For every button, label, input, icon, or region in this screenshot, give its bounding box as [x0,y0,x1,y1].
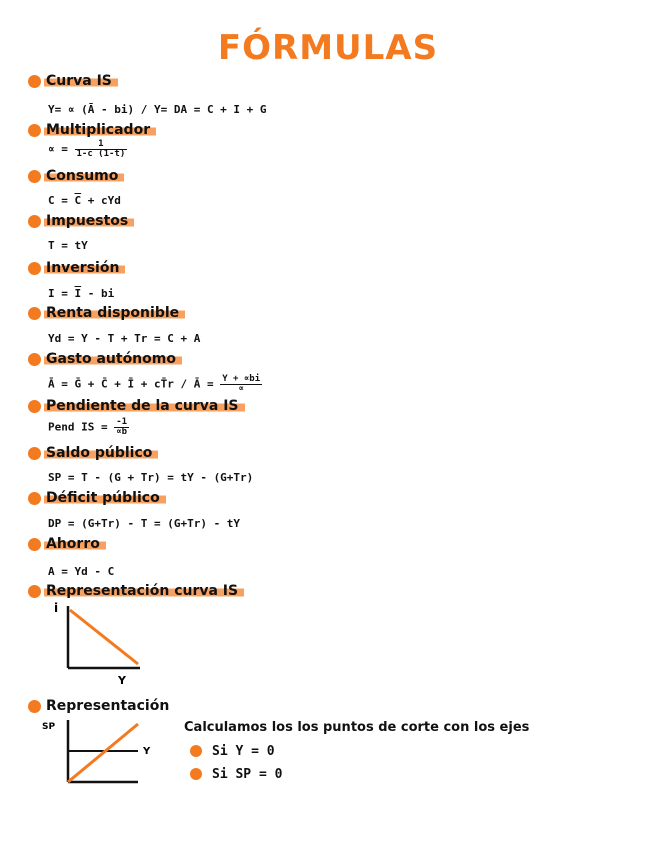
formula-part: $\overline{I}$ [74,287,82,300]
section-heading: Renta disponible [44,305,185,321]
formula-gasto-autonomo [48,375,262,394]
section-heading: Gasto autónomo [44,351,182,367]
fraction-denominator: ∝ [238,384,244,394]
formula-lhs: ∝ = [48,142,68,156]
fraction [75,140,128,159]
formula-inversion [48,287,114,300]
note-item: Si Y = 0 [212,744,275,759]
section-heading: Saldo público [44,445,158,461]
fraction-numerator: Y + ∝bi [222,374,261,384]
section-heading: Déficit público [44,490,166,506]
bullet-icon [190,768,202,780]
section-heading: Multiplicador [44,122,156,138]
section-heading: Impuestos [44,213,134,229]
formula-part: - bi [81,287,115,300]
formula-part: + cYd [81,194,121,207]
sp-graph [40,716,170,796]
formula-part: Ā = Ḡ + C̄ + Ī + cT̄r / Ā = [48,377,221,391]
fraction-denominator: 1-c (1-t) [76,149,126,159]
bullet-icon [28,170,41,183]
formula-part: $\overline{C}$ [74,194,82,207]
bullet-icon [28,215,41,228]
formula-part: I = [48,287,75,300]
bullet-icon [28,538,41,551]
section-heading: Ahorro [44,536,106,552]
section-heading: Representación curva IS [44,583,244,599]
formula-deficit-publico: DP = (G+Tr) - T = (G+Tr) - tY [48,517,241,530]
section-heading: Consumo [44,168,124,184]
sp-line [68,724,138,782]
bullet-icon [28,262,41,275]
bullet-icon [28,75,41,88]
bullet-icon [28,353,41,366]
formula-multiplicador [48,140,127,159]
graph-y-label: SP [42,722,56,732]
formula-lhs: Pend IS = [48,420,108,434]
fraction [114,418,129,437]
fraction-numerator: 1 [75,140,128,150]
bullet-icon [190,745,202,757]
formula-pendiente [48,418,129,437]
section-heading: Curva IS [44,73,118,89]
section-heading: Representación [46,698,170,714]
formula-curva-is: Y= ∝ (Ā - bi) / Y= DA = C + I + G [48,103,267,116]
bullet-icon [28,585,41,598]
bullet-icon [28,307,41,320]
graph-x-label: Y [118,674,126,687]
fraction [220,375,262,394]
is-curve-graph [40,598,160,688]
section-heading: Inversión [44,260,125,276]
formula-ahorro: A = Yd - C [48,565,115,578]
page-title: FÓRMULAS [217,28,439,68]
bullet-icon [28,447,41,460]
formula-renta-disponible: Yd = Y - T + Tr = C + A [48,332,201,345]
fraction-numerator: -1 [116,417,128,427]
formula-saldo-publico: SP = T - (G + Tr) = tY - (G+Tr) [48,471,254,484]
note-item: Si SP = 0 [212,767,283,782]
bullet-icon [28,700,41,713]
formula-consumo [48,194,121,207]
section-heading: Pendiente de la curva IS [44,398,245,414]
graph-y-label: i [54,601,59,615]
formula-impuestos: T = tY [48,239,88,252]
formula-part: C = [48,194,75,207]
note-text: Calculamos los los puntos de corte con los ejes [184,720,530,735]
is-curve-line [70,610,138,664]
bullet-icon [28,400,41,413]
fraction-denominator: ∝b [116,427,128,437]
bullet-icon [28,492,41,505]
bullet-icon [28,124,41,137]
graph-x-label: Y [143,746,151,757]
